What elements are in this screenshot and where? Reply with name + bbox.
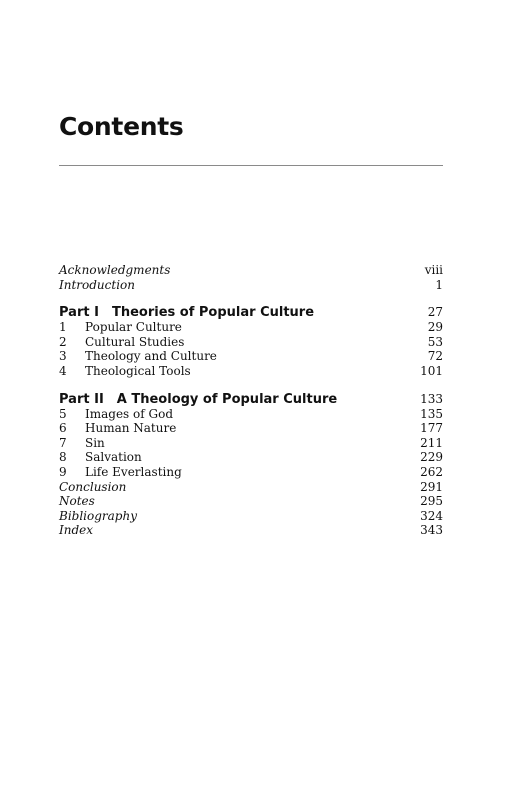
chapter-title: Salvation [85,450,142,465]
toc-entry-label: Conclusion [59,479,127,494]
chapter-title: Cultural Studies [85,334,185,349]
toc-page-number: viii [424,263,443,277]
chapter-number: 4 [59,363,67,378]
toc-entry-introduction[interactable] [59,278,443,293]
chapter-title: Theological Tools [85,363,191,378]
toc-chapter-7[interactable] [59,436,443,451]
toc-entry-notes[interactable] [59,494,443,509]
part-number: Part II [59,391,104,407]
toc-page-number: 262 [420,464,443,479]
chapter-title: Human Nature [85,421,177,436]
toc-chapter-1[interactable] [59,320,443,335]
page-title: Contents [59,112,184,141]
toc-entry-label: Notes [59,494,95,509]
heading-rule [59,165,443,166]
chapter-title: Life Everlasting [85,464,182,479]
toc-chapter-4[interactable] [59,364,443,379]
toc-page-number: 29 [427,320,443,335]
toc-part-heading-2[interactable] [59,392,443,407]
chapter-title: Sin [85,435,105,450]
chapter-number: 6 [59,421,67,436]
toc-page-number: 343 [420,523,443,538]
toc-page-number: 27 [427,305,443,320]
toc-entry-label: Acknowledgments [59,263,171,277]
table-of-contents [59,263,443,538]
chapter-number: 5 [59,406,67,421]
chapter-title: Popular Culture [85,320,182,335]
toc-chapter-2[interactable] [59,335,443,350]
toc-entry-label: Bibliography [59,508,137,523]
toc-page-number: 177 [420,421,443,436]
toc-entry-bibliography[interactable] [59,509,443,524]
toc-chapter-8[interactable] [59,450,443,465]
toc-part-heading-1[interactable] [59,305,443,320]
toc-page-number: 53 [427,334,443,349]
toc-chapter-9[interactable] [59,465,443,480]
toc-chapter-6[interactable] [59,421,443,436]
toc-entry-index[interactable] [59,523,443,538]
chapter-number: 7 [59,435,67,450]
toc-chapter-5[interactable] [59,407,443,422]
toc-page-number: 101 [420,363,443,378]
toc-page-number: 324 [420,508,443,523]
toc-chapter-3[interactable] [59,349,443,364]
part-number: Part I [59,305,99,321]
toc-page-number: 229 [420,450,443,465]
toc-entry-label: Index [59,523,94,538]
toc-page-number: 135 [420,406,443,421]
toc-page-number: 133 [420,391,443,406]
chapter-number: 1 [59,320,67,335]
toc-page-number: 295 [420,494,443,509]
chapter-title: Theology and Culture [85,349,217,364]
part-title: Theories of Popular Culture [111,305,315,321]
chapter-number: 2 [59,334,67,349]
chapter-number: 9 [59,464,67,479]
toc-page-number: 1 [435,277,443,292]
toc-entry-acknowledgments[interactable] [59,263,443,278]
toc-page-number: 72 [427,349,443,364]
toc-entry-label: Introduction [59,277,135,292]
chapter-title: Images of God [85,406,174,421]
toc-page-number: 291 [420,479,443,494]
toc-entry-conclusion[interactable] [59,480,443,495]
part-title: A Theology of Popular Culture [116,391,338,407]
chapter-number: 8 [59,450,67,465]
chapter-number: 3 [59,349,67,364]
toc-page-number: 211 [420,435,443,450]
